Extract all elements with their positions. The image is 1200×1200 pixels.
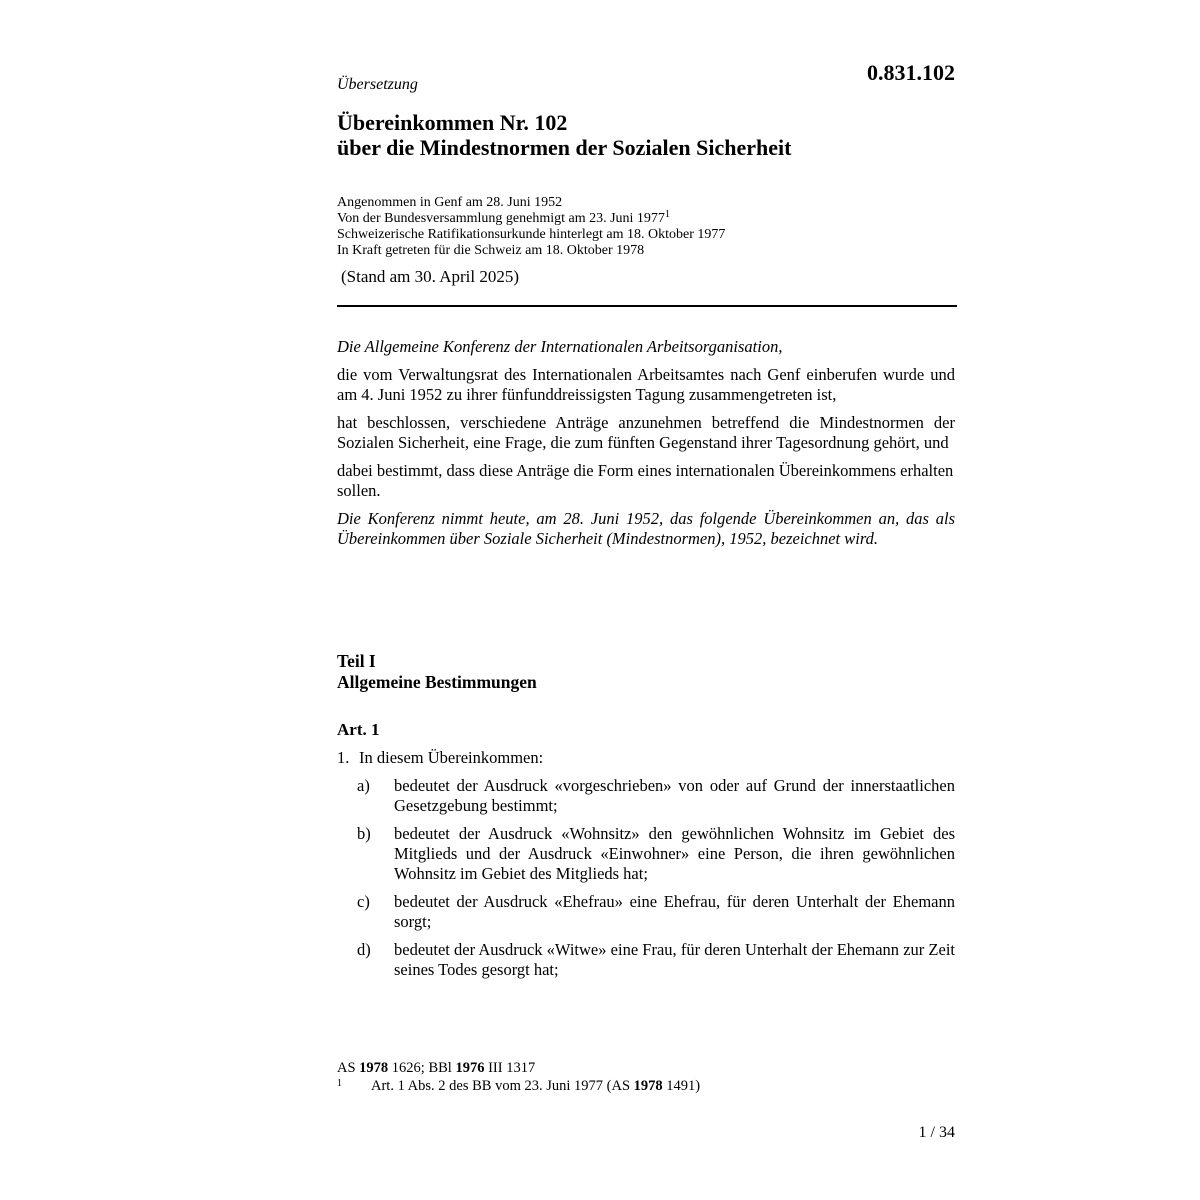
list-item-text: bedeutet der Ausdruck «Ehefrau» eine Ehefrau, für deren Unterhalt der Ehemann sorgt; <box>394 892 955 931</box>
meta-approved: Von der Bundesversammlung genehmigt am 23. Juni 1977 <box>337 211 665 226</box>
source-as-year: 1978 <box>359 1060 389 1076</box>
source-reference <box>337 1059 955 1077</box>
meta-ratification: Schweizerische Ratifikationsurkunde hinterlegt am 18. Oktober 1977 <box>337 227 726 242</box>
list-item-letter: d) <box>357 940 371 959</box>
list-item <box>357 776 955 816</box>
meta-in-force: In Kraft getreten für die Schweiz am 18. Oktober 1978 <box>337 243 645 258</box>
footnote-1-text-b: 1491) <box>662 1078 701 1094</box>
preamble-paragraph-3: dabei bestimmt, dass diese Anträge die Form eines internationalen Übereinkommens erhalten sollen. <box>337 461 954 500</box>
source-as-page: 1626; BBl <box>388 1060 456 1076</box>
footnote-1 <box>337 1077 955 1095</box>
meta-approved-line <box>337 211 725 227</box>
source-as-label: AS <box>337 1060 360 1076</box>
list-item <box>357 824 955 884</box>
preamble-paragraph-4: Die Konferenz nimmt heute, am 28. Juni 1952, das folgende Übereinkommen an, das als Übereinkommen über Soziale Sicherheit (Mindestnormen), 1952, bezeichnet wird. <box>337 509 955 548</box>
header-divider <box>337 305 957 307</box>
list-item-letter: a) <box>357 776 370 795</box>
list-item <box>357 940 955 980</box>
page-number: 1 / 34 <box>918 1124 955 1141</box>
footnote-1-text-a: Art. 1 Abs. 2 des BB vom 23. Juni 1977 (AS <box>371 1078 634 1094</box>
preamble <box>337 337 955 557</box>
part-heading <box>337 651 537 693</box>
article-body <box>337 748 955 988</box>
list-item-letter: c) <box>357 892 370 911</box>
part-title: Allgemeine Bestimmungen <box>337 672 537 692</box>
document-metadata <box>337 195 725 259</box>
sr-number: 0.831.102 <box>867 60 955 85</box>
translation-label: Übersetzung <box>337 76 418 93</box>
preamble-paragraph-1: die vom Verwaltungsrat des Internationalen Arbeitsamtes nach Genf einberufen wurde und am 4. Juni 1952 zu ihrer fünfunddreissigsten Tagung zusammengetreten ist, <box>337 365 955 404</box>
footnote-1-year: 1978 <box>633 1078 663 1094</box>
part-label: Teil I <box>337 651 376 671</box>
list-item-text: bedeutet der Ausdruck «vorgeschrieben» von oder auf Grund der innerstaatlichen Gesetzgebung bestimmt; <box>394 776 955 815</box>
source-bbl-year: 1976 <box>455 1060 485 1076</box>
article-heading: Art. 1 <box>337 720 380 739</box>
footnote-1-text <box>371 1077 700 1095</box>
document-page <box>337 0 955 1200</box>
title-line-2: über die Mindestnormen der Sozialen Sicherheit <box>337 135 792 160</box>
paragraph-text: In diesem Übereinkommen: <box>359 748 544 767</box>
document-title <box>337 110 791 160</box>
list-item-letter: b) <box>357 824 371 843</box>
status-date: (Stand am 30. April 2025) <box>341 267 520 286</box>
meta-adopted: Angenommen in Genf am 28. Juni 1952 <box>337 195 563 210</box>
article-paragraph <box>337 748 955 768</box>
list-item <box>357 892 955 932</box>
title-line-1: Übereinkommen Nr. 102 <box>337 110 568 135</box>
footnotes <box>337 1059 955 1095</box>
footnote-1-mark: 1 <box>337 1078 342 1089</box>
list-item-text: bedeutet der Ausdruck «Witwe» eine Frau, für deren Unterhalt der Ehemann zur Zeit seines Todes gesorgt hat; <box>394 940 955 979</box>
list-item-text: bedeutet der Ausdruck «Wohnsitz» den gewöhnlichen Wohnsitz im Gebiet des Mitglieds und der Ausdruck «Einwohner» eine Person, die ihren gewöhnlichen Wohnsitz im Gebiet des Mitglieds hat; <box>394 824 955 883</box>
source-bbl-page: III 1317 <box>484 1060 536 1076</box>
preamble-intro: Die Allgemeine Konferenz der Internationalen Arbeitsorganisation, <box>337 337 783 356</box>
paragraph-number: 1. <box>337 748 350 767</box>
preamble-paragraph-2: hat beschlossen, verschiedene Anträge anzunehmen betreffend die Mindestnormen der Sozialen Sicherheit, eine Frage, die zum fünften Gegenstand ihrer Tagesordnung gehört, und <box>337 413 955 452</box>
footnote-ref-1[interactable]: 1 <box>664 209 670 220</box>
